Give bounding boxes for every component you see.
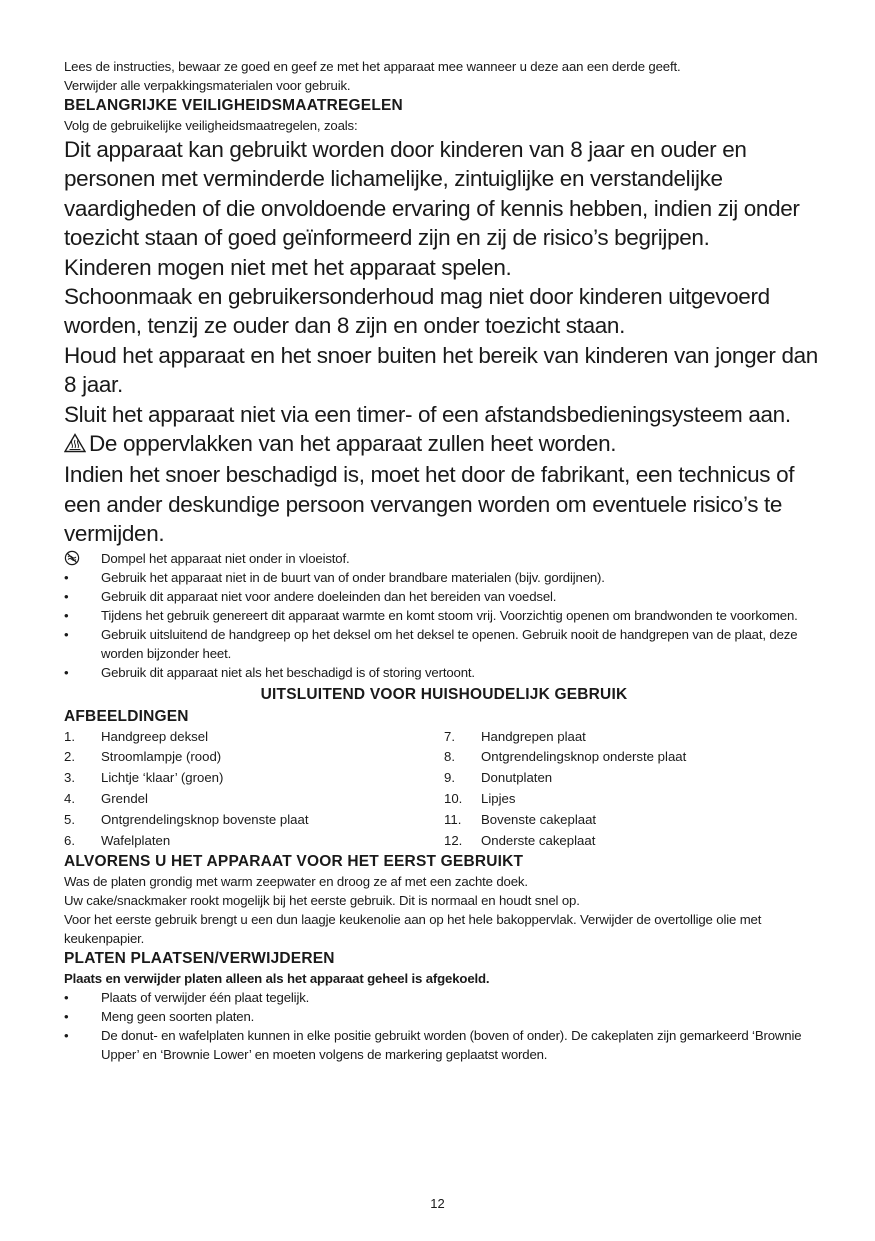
list-item-text: Gebruik dit apparaat niet als het beschadigd is of storing vertoont.	[101, 664, 475, 680]
bullet-marker: •	[64, 607, 69, 623]
first-use-heading: ALVORENS U HET APPARAAT VOOR HET EERST GEBRUIKT	[64, 853, 524, 871]
figure-number: 7.	[444, 728, 455, 744]
figure-label: Ontgrendelingsknop onderste plaat	[481, 749, 687, 765]
figures-heading: AFBEELDINGEN	[64, 707, 189, 725]
safety-subheading: Volg de gebruikelijke veiligheidsmaatregelen, zoals:	[64, 118, 358, 133]
first-use-line: Was de platen grondig met warm zeepwater en droog ze af met een zachte doek.	[64, 874, 528, 890]
bullet-marker: •	[64, 1009, 69, 1025]
safety-paragraph: Kinderen mogen niet met het apparaat spelen.	[64, 254, 512, 280]
figure-number: 6.	[64, 832, 75, 848]
plates-block	[64, 969, 824, 1064]
cord-warning: Indien het snoer beschadigd is, moet het door de fabrikant, een technicus of een ander deskundige persoon vervangen worden om eventuele risico’s te vermijden.	[64, 462, 795, 547]
figure-item	[64, 768, 444, 789]
list-item	[64, 606, 824, 625]
figure-item	[64, 747, 444, 768]
no-immerse-icon	[64, 549, 101, 568]
bullet-marker: •	[64, 1028, 69, 1044]
figure-label: Handgreep deksel	[101, 728, 209, 744]
figure-number: 5.	[64, 811, 75, 827]
figure-label: Lipjes	[481, 791, 516, 807]
figure-item	[64, 727, 444, 748]
list-item-text: De donut- en wafelplaten kunnen in elke positie gebruikt worden (boven of onder). De cakeplaten zijn gemarkeerd ‘Brownie Upper’ en ‘Brownie Lower’ en moeten volgens de markering geplaatst worden.	[101, 1028, 802, 1063]
figure-item	[444, 768, 824, 789]
list-item-text: Tijdens het gebruik genereert dit apparaat warmte en komt stoom vrij. Voorzichtig openen om brandwonden te voorkomen.	[101, 607, 798, 623]
figure-label: Wafelplaten	[101, 832, 171, 848]
figure-number: 9.	[444, 770, 455, 786]
figure-label: Onderste cakeplaat	[481, 832, 596, 848]
list-item-text: Gebruik het apparaat niet in de buurt van of onder brandbare materialen (bijv. gordijnen).	[101, 569, 605, 585]
figure-number: 10.	[444, 791, 463, 807]
figure-item	[444, 831, 824, 852]
figure-item	[64, 831, 444, 852]
bullet-marker: •	[64, 626, 69, 642]
bullet-marker: •	[64, 569, 69, 585]
plates-cooldown-note: Plaats en verwijder platen alleen als het apparaat geheel is afgekoeld.	[64, 971, 490, 987]
first-use-line: Uw cake/snackmaker rookt mogelijk bij het eerste gebruik. Dit is normaal en houdt snel op.	[64, 893, 580, 909]
hot-surface-warning-icon	[64, 431, 86, 460]
figure-label: Donutplaten	[481, 770, 553, 786]
intro-line: Lees de instructies, bewaar ze goed en geef ze met het apparaat mee wanneer u deze aan een derde geeft.	[64, 59, 681, 74]
page-number: 12	[430, 1196, 445, 1211]
bullet-marker: •	[64, 990, 69, 1006]
figure-number: 4.	[64, 791, 75, 807]
hot-surface-warning	[64, 429, 824, 460]
figure-label: Lichtje ‘klaar’ (groen)	[101, 770, 224, 786]
safety-paragraph: Sluit het apparaat niet via een timer- of een afstandsbedieningsysteem aan.	[64, 401, 791, 427]
bullet-marker: •	[64, 664, 69, 680]
intro-line: Verwijder alle verpakkingsmaterialen voor gebruik.	[64, 78, 351, 93]
no-immerse-text: Dompel het apparaat niet onder in vloeistof.	[101, 550, 350, 566]
figure-item	[64, 789, 444, 810]
document-page	[64, 57, 824, 1064]
figure-number: 1.	[64, 728, 75, 744]
figure-label: Grendel	[101, 791, 148, 807]
safety-bullets	[64, 549, 824, 682]
intro-block	[64, 57, 824, 95]
figure-label: Bovenste cakeplaat	[481, 811, 597, 827]
list-item-text: Meng geen soorten platen.	[101, 1009, 255, 1025]
list-item	[64, 1026, 824, 1064]
list-item	[64, 568, 824, 587]
figure-label: Ontgrendelingsknop bovenste plaat	[101, 811, 309, 827]
list-item	[64, 663, 824, 682]
list-item-text: Gebruik uitsluitend de handgreep op het deksel om het deksel te openen. Gebruik nooit de handgrepen van de plaat, deze worden bijzonder heet.	[101, 626, 798, 661]
list-item	[64, 988, 824, 1007]
list-item	[64, 625, 824, 663]
list-item-text: Gebruik dit apparaat niet voor andere doeleinden dan het bereiden van voedsel.	[101, 588, 557, 604]
figure-label: Stroomlampje (rood)	[101, 749, 222, 765]
figure-item	[444, 810, 824, 831]
figures-left-column	[64, 727, 444, 852]
safety-paragraph: Dit apparaat kan gebruikt worden door kinderen van 8 jaar en ouder en personen met verminderde lichamelijke, zintuiglijke en verstandelijke vaardigheden of die onvoldoende ervaring of kennis hebben, indien zij onder toezicht staan of goed geïnformeerd zijn en zij de risico’s begrijpen.	[64, 137, 800, 251]
figure-number: 2.	[64, 749, 75, 765]
safety-large-text	[64, 135, 824, 549]
first-use-block	[64, 872, 824, 948]
safety-paragraph: Schoonmaak en gebruikersonderhoud mag niet door kinderen uitgevoerd worden, tenzij ze ouder dan 8 zijn en onder toezicht staan.	[64, 284, 770, 339]
no-immerse-item	[64, 549, 824, 568]
list-item	[64, 587, 824, 606]
list-item-text: Plaats of verwijder één plaat tegelijk.	[101, 990, 310, 1006]
hot-surface-text: De oppervlakken van het apparaat zullen heet worden.	[89, 431, 617, 457]
plates-heading: PLATEN PLAATSEN/VERWIJDEREN	[64, 950, 335, 968]
figure-number: 12.	[444, 832, 463, 848]
figure-number: 3.	[64, 770, 75, 786]
figures-list	[64, 727, 824, 852]
figure-number: 8.	[444, 749, 455, 765]
list-item	[64, 1007, 824, 1026]
household-only-heading: UITSLUITEND VOOR HUISHOUDELIJK GEBRUIK	[260, 685, 628, 703]
figure-item	[444, 727, 824, 748]
figure-number: 11.	[444, 811, 462, 827]
figures-right-column	[444, 727, 824, 852]
figure-item	[444, 789, 824, 810]
figure-item	[444, 747, 824, 768]
figure-item	[64, 810, 444, 831]
bullet-marker: •	[64, 588, 69, 604]
first-use-line: Voor het eerste gebruik brengt u een dun laagje keukenolie aan op het hele bakoppervlak. Verwijder de overtollige olie met keukenpapier.	[64, 912, 762, 947]
safety-heading: BELANGRIJKE VEILIGHEIDSMAATREGELEN	[64, 97, 403, 114]
safety-paragraph: Houd het apparaat en het snoer buiten het bereik van kinderen van jonger dan 8 jaar.	[64, 342, 818, 398]
figure-label: Handgrepen plaat	[481, 728, 586, 744]
